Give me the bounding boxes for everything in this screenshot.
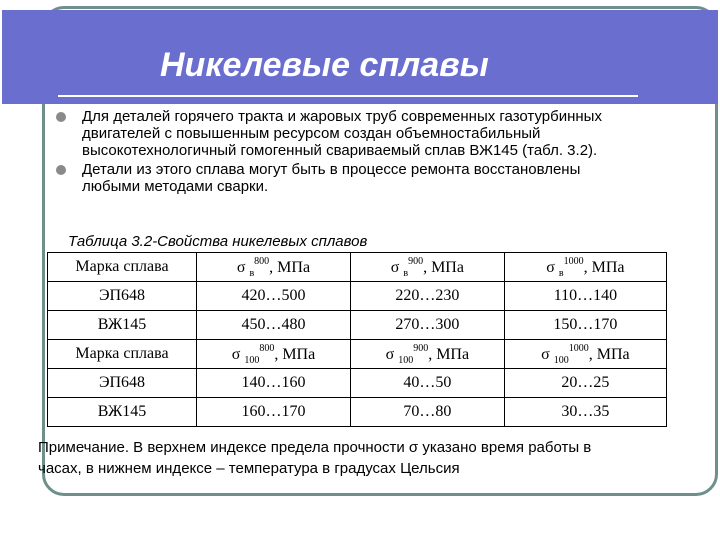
- table-cell: 20…25: [504, 369, 666, 398]
- note-text: . В верхнем индексе предела прочности σ указано время работы в часах, в нижнем индексе – температура в градусах Цельсия: [38, 439, 592, 477]
- table-cell: 150…170: [504, 311, 666, 340]
- header-cell: σ $_в^{1000}$, МПа: [504, 253, 666, 282]
- table-cell: 40…50: [350, 369, 504, 398]
- table-cell: 450…480: [197, 311, 351, 340]
- title-bar: [2, 10, 718, 104]
- header-cell: Марка сплава: [48, 253, 197, 282]
- bullet-dot-icon: [56, 112, 66, 122]
- note-paragraph: [38, 437, 638, 479]
- table-cell: 160…170: [197, 398, 351, 427]
- table-cell: 30…35: [504, 398, 666, 427]
- table-header-row: [48, 253, 667, 282]
- table-header-row: [48, 340, 667, 369]
- table-caption: Таблица 3.2-Свойства никелевых сплавов: [68, 233, 368, 250]
- header-cell: σ $_{100}^{800}$, МПа: [197, 340, 351, 369]
- table-cell: ЭП648: [48, 282, 197, 311]
- header-cell: σ $_в^{800}$, МПа: [197, 253, 351, 282]
- title-underline: [58, 95, 638, 97]
- note-label: Примечание: [38, 439, 125, 456]
- table-cell: 110…140: [504, 282, 666, 311]
- bullet-text: Детали из этого сплава могут быть в процессе ремонта восстановлены любыми методами сварки.: [82, 161, 581, 195]
- properties-table: [47, 252, 667, 427]
- table-cell: 270…300: [350, 311, 504, 340]
- table-row: [48, 369, 667, 398]
- bullet-list: [52, 108, 612, 197]
- bullet-text: Для деталей горячего тракта и жаровых труб современных газотурбинных двигателей с повышенным ресурсом создан объемностабильный высокотехнологичный гомогенный свариваемый сплав ВЖ145 (табл. 3.2).: [82, 108, 602, 159]
- header-cell: Марка сплава: [48, 340, 197, 369]
- table-cell: 70…80: [350, 398, 504, 427]
- table-cell: 140…160: [197, 369, 351, 398]
- bullet-item: [52, 161, 612, 195]
- table-cell: 220…230: [350, 282, 504, 311]
- table-row: [48, 282, 667, 311]
- header-cell: σ $_{100}^{900}$, МПа: [350, 340, 504, 369]
- table-row: [48, 311, 667, 340]
- table-cell: ВЖ145: [48, 398, 197, 427]
- bullet-dot-icon: [56, 165, 66, 175]
- table-cell: ЭП648: [48, 369, 197, 398]
- table-cell: ВЖ145: [48, 311, 197, 340]
- slide-title: Никелевые сплавы: [160, 46, 489, 84]
- table-cell: 420…500: [197, 282, 351, 311]
- table-row: [48, 398, 667, 427]
- header-cell: σ $_в^{900}$, МПа: [350, 253, 504, 282]
- header-cell: σ $_{100}^{1000}$, МПа: [504, 340, 666, 369]
- bullet-item: [52, 108, 612, 159]
